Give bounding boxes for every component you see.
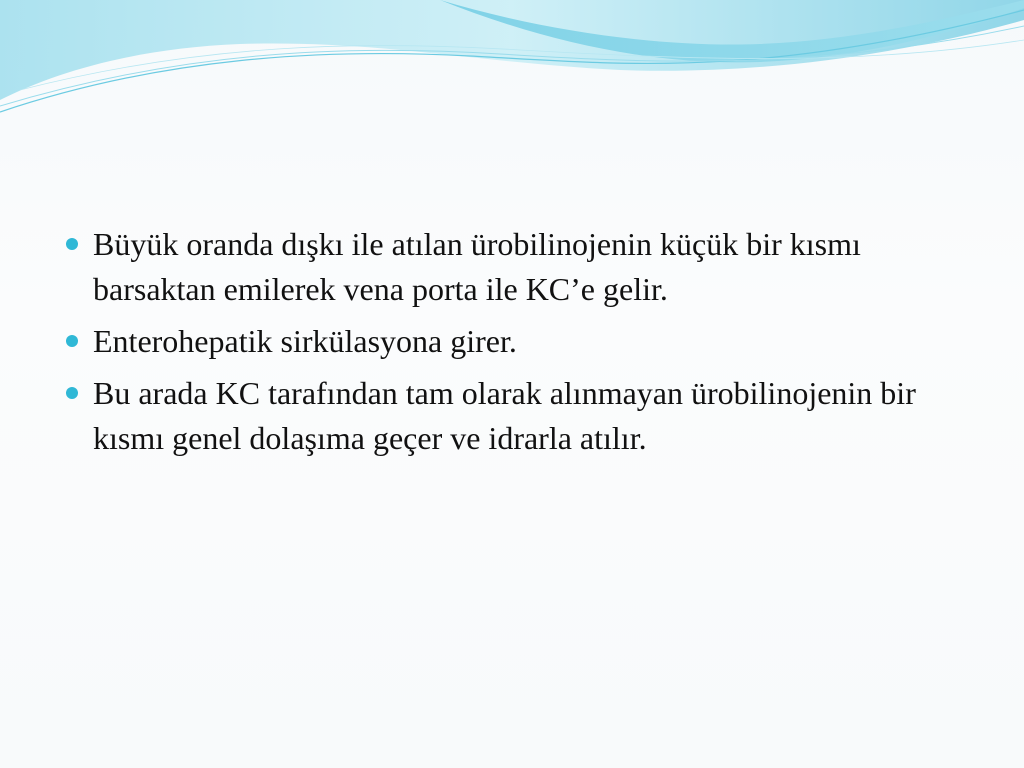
bullet-dot-icon [66,387,78,399]
bullet-item [62,319,972,364]
wave-header-decoration [0,0,1024,130]
bullet-dot-icon [66,238,78,250]
bullet-dot-icon [66,335,78,347]
wave-band-top [0,0,1024,100]
bullet-text: Bu arada KC tarafından tam olarak alınmayan ürobilinojenin bir kısmı genel dolaşıma geçer ve idrarla atılır. [93,375,916,456]
slide-body [62,222,972,468]
bullet-item [62,222,972,312]
bullet-item [62,371,972,461]
bullet-text: Enterohepatik sirkülasyona girer. [93,323,517,359]
bullet-text: Büyük oranda dışkı ile atılan ürobilinojenin küçük bir kısmı barsaktan emilerek vena porta ile KC’e gelir. [93,226,861,307]
bullet-list [62,222,972,461]
